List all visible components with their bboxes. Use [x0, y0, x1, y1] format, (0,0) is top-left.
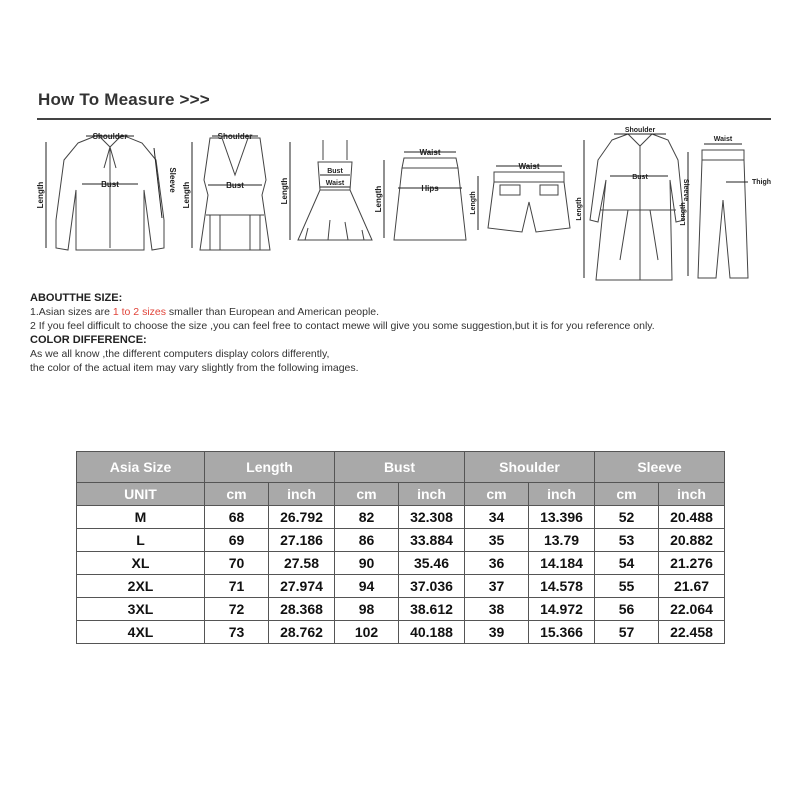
table-cell: 35 [465, 529, 529, 552]
coat-sleeve-label: Sleeve [682, 178, 689, 202]
table-cell: 27.186 [269, 529, 335, 552]
table-cell: 27.58 [269, 552, 335, 575]
table-cell: 21.67 [659, 575, 725, 598]
skirt-waist-label: Waist [419, 148, 441, 157]
unit-header: UNIT [77, 483, 205, 506]
unit-cell: cm [335, 483, 399, 506]
skirt-hips-label: Hips [421, 184, 439, 193]
size-cell: 4XL [77, 621, 205, 644]
shirt-length-label: Length [36, 181, 45, 209]
header-asia-size: Asia Size [77, 452, 205, 483]
skirt-length-label: Length [374, 185, 383, 213]
note-line-4: the color of the actual item may vary slightly from the following images. [30, 362, 359, 374]
table-cell: 34 [465, 506, 529, 529]
table-cell: 40.188 [399, 621, 465, 644]
table-cell: 20.488 [659, 506, 725, 529]
vest-length-label: Length [182, 181, 191, 209]
table-cell: 69 [205, 529, 269, 552]
table-units-row [77, 483, 725, 506]
pants-thigh-label: Thigh [752, 179, 772, 186]
shirt-bust-label: Bust [101, 180, 119, 189]
table-cell: 53 [595, 529, 659, 552]
size-chart-table [76, 451, 725, 644]
table-cell: 82 [335, 506, 399, 529]
coat-shoulder-label: Shoulder [624, 127, 656, 134]
size-cell: XL [77, 552, 205, 575]
skirt-diagram [384, 152, 466, 240]
header-length: Length [205, 452, 335, 483]
size-cell: 3XL [77, 598, 205, 621]
note-line-1-suffix: smaller than European and American people. [166, 306, 380, 318]
table-cell: 22.064 [659, 598, 725, 621]
table-cell: 68 [205, 506, 269, 529]
shorts-diagram [478, 166, 570, 232]
shirt-shoulder-label: Shoulder [92, 132, 128, 141]
table-header-row [77, 452, 725, 483]
dress-bust-label: Bust [327, 168, 343, 175]
vest-shoulder-label: Shoulder [217, 132, 253, 141]
table-cell: 38.612 [399, 598, 465, 621]
table-cell: 94 [335, 575, 399, 598]
table-cell: 86 [335, 529, 399, 552]
pants-waist-label: Waist [713, 136, 733, 143]
table-cell: 26.792 [269, 506, 335, 529]
table-row [77, 552, 725, 575]
size-notes [30, 291, 770, 375]
header-shoulder: Shoulder [465, 452, 595, 483]
table-cell: 71 [205, 575, 269, 598]
unit-cell: inch [529, 483, 595, 506]
table-cell: 102 [335, 621, 399, 644]
table-cell: 32.308 [399, 506, 465, 529]
table-row [77, 621, 725, 644]
table-cell: 98 [335, 598, 399, 621]
header-sleeve: Sleeve [595, 452, 725, 483]
table-cell: 39 [465, 621, 529, 644]
about-size-heading: ABOUTTHE SIZE: [30, 292, 123, 304]
table-cell: 55 [595, 575, 659, 598]
table-row [77, 506, 725, 529]
note-line-1-highlight: 1 to 2 sizes [112, 306, 166, 318]
table-cell: 35.46 [399, 552, 465, 575]
coat-bust-label: Bust [632, 174, 648, 181]
coat-diagram [584, 134, 684, 280]
table-cell: 57 [595, 621, 659, 644]
header-bust: Bust [335, 452, 465, 483]
note-line-1-prefix: 1.Asian sizes are [30, 306, 113, 318]
table-cell: 36 [465, 552, 529, 575]
table-cell: 70 [205, 552, 269, 575]
unit-cell: inch [399, 483, 465, 506]
size-cell: M [77, 506, 205, 529]
table-cell: 13.79 [529, 529, 595, 552]
table-cell: 14.972 [529, 598, 595, 621]
table-cell: 20.882 [659, 529, 725, 552]
table-cell: 28.368 [269, 598, 335, 621]
vest-bust-label: Bust [226, 181, 244, 190]
dress-diagram [290, 140, 372, 240]
size-cell: L [77, 529, 205, 552]
table-cell: 15.366 [529, 621, 595, 644]
coat-length-label: Length [576, 197, 583, 221]
table-cell: 22.458 [659, 621, 725, 644]
table-cell: 54 [595, 552, 659, 575]
table-cell: 28.762 [269, 621, 335, 644]
table-cell: 72 [205, 598, 269, 621]
pants-length-label: Length [680, 202, 687, 226]
dress-waist-label: Waist [325, 180, 345, 187]
table-cell: 52 [595, 506, 659, 529]
table-row [77, 529, 725, 552]
table-cell: 38 [465, 598, 529, 621]
table-cell: 14.578 [529, 575, 595, 598]
table-row [77, 575, 725, 598]
note-line-1 [30, 305, 770, 319]
table-cell: 13.396 [529, 506, 595, 529]
unit-cell: inch [269, 483, 335, 506]
unit-cell: cm [465, 483, 529, 506]
unit-cell: cm [205, 483, 269, 506]
table-row [77, 598, 725, 621]
shirt-sleeve-label: Sleeve [168, 167, 177, 193]
page-title: How To Measure >>> [38, 90, 210, 109]
table-cell: 21.276 [659, 552, 725, 575]
note-line-2: 2 If you feel difficult to choose the size ,you can feel free to contact mewe will give you some suggestion,but it is for you reference only. [30, 320, 655, 332]
shirt-diagram [46, 135, 164, 250]
table-cell: 37.036 [399, 575, 465, 598]
table-cell: 37 [465, 575, 529, 598]
size-cell: 2XL [77, 575, 205, 598]
color-difference-heading: COLOR DIFFERENCE: [30, 334, 147, 346]
table-cell: 27.974 [269, 575, 335, 598]
note-line-3: As we all know ,the different computers display colors differently, [30, 348, 330, 360]
pants-diagram [688, 144, 748, 278]
table-cell: 73 [205, 621, 269, 644]
table-cell: 56 [595, 598, 659, 621]
unit-cell: cm [595, 483, 659, 506]
shorts-waist-label: Waist [518, 162, 540, 171]
dress-length-label: Length [280, 177, 289, 205]
shorts-length-label: Length [470, 191, 477, 215]
table-cell: 90 [335, 552, 399, 575]
unit-cell: inch [659, 483, 725, 506]
measurement-diagrams [0, 120, 800, 290]
vest-diagram [192, 136, 270, 250]
table-cell: 14.184 [529, 552, 595, 575]
table-cell: 33.884 [399, 529, 465, 552]
